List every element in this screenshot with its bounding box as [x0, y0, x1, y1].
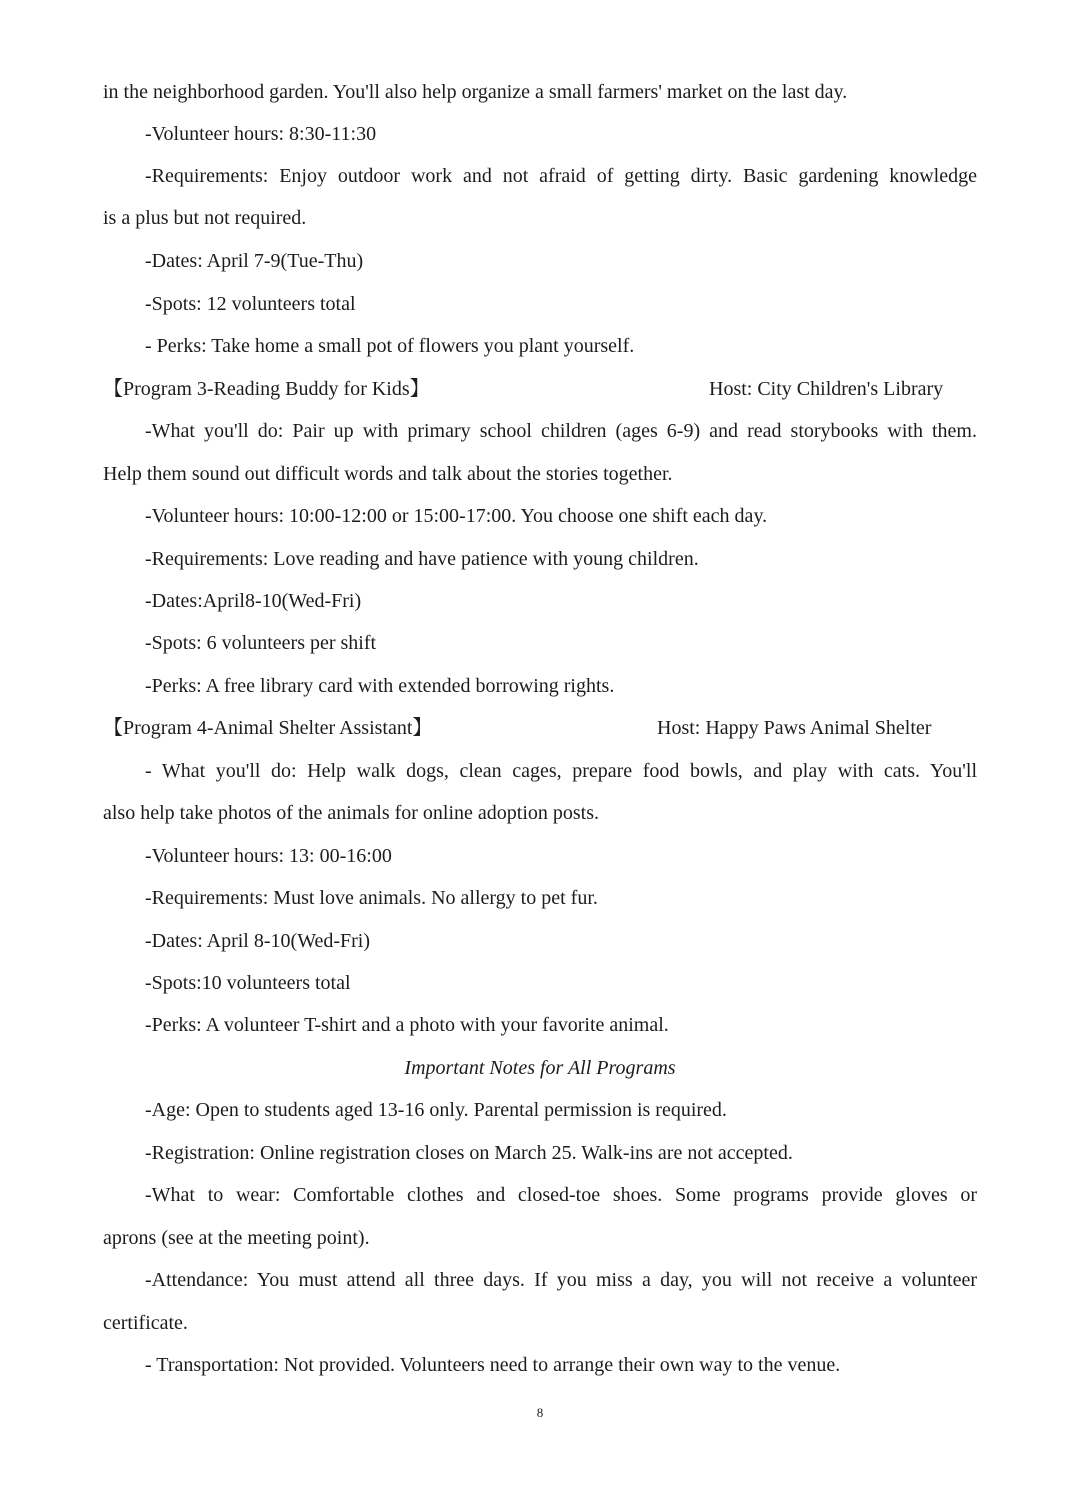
program4-hours: -Volunteer hours: 13: 00-16:00 — [145, 845, 392, 867]
program3-title: 【Program 3-Reading Buddy for Kids】 — [103, 378, 430, 400]
program3-heading — [103, 375, 977, 403]
program4-dates: -Dates: April 8-10(Wed-Fri) — [145, 930, 370, 952]
program4-perks: -Perks: A volunteer T-shirt and a photo with your favorite animal. — [145, 1014, 669, 1036]
program3-spots: -Spots: 6 volunteers per shift — [145, 632, 377, 654]
program2-requirements-line1: -Requirements: Enjoy outdoor work and not afraid of getting dirty. Basic gardening knowledge — [145, 165, 977, 187]
program3-requirements: -Requirements: Love reading and have patience with young children. — [145, 548, 699, 570]
program4-what-line2: also help take photos of the animals for online adoption posts. — [103, 802, 600, 824]
notes-attendance-line2: certificate. — [103, 1312, 188, 1334]
program2-perks: - Perks: Take home a small pot of flowers you plant yourself. — [145, 335, 635, 357]
program3-dates: -Dates:April8-10(Wed-Fri) — [145, 590, 362, 612]
notes-age: -Age: Open to students aged 13-16 only. Parental permission is required. — [145, 1099, 727, 1121]
program2-dates: -Dates: April 7-9(Tue-Thu) — [145, 250, 364, 272]
program4-spots: -Spots:10 volunteers total — [145, 972, 351, 994]
program3-host: Host: City Children's Library — [709, 378, 944, 400]
program2-hours: -Volunteer hours: 8:30-11:30 — [145, 123, 377, 145]
program4-what-line1: - What you'll do: Help walk dogs, clean cages, prepare food bowls, and play with cats. You'll — [145, 760, 977, 782]
page-number: 8 — [536, 1405, 544, 1420]
notes-transportation: - Transportation: Not provided. Volunteers need to arrange their own way to the venue. — [145, 1354, 841, 1376]
notes-attendance-line1: -Attendance: You must attend all three days. If you miss a day, you will not receive a volunteer — [145, 1269, 977, 1291]
program4-requirements: -Requirements: Must love animals. No allergy to pet fur. — [145, 887, 598, 909]
program2-description-tail: in the neighborhood garden. You'll also help organize a small farmers' market on the last day. — [103, 81, 848, 103]
program3-what-line1: -What you'll do: Pair up with primary school children (ages 6-9) and read storybooks with them. — [145, 420, 977, 442]
notes-heading: Important Notes for All Programs — [404, 1057, 676, 1079]
program4-heading — [103, 714, 977, 742]
program2-requirements-line2: is a plus but not required. — [103, 207, 307, 229]
program3-what-line2: Help them sound out difficult words and talk about the stories together. — [103, 463, 673, 485]
notes-wear-line2: aprons (see at the meeting point). — [103, 1227, 370, 1249]
program3-hours: -Volunteer hours: 10:00-12:00 or 15:00-17:00. You choose one shift each day. — [145, 505, 768, 527]
notes-registration: -Registration: Online registration closes on March 25. Walk-ins are not accepted. — [145, 1142, 793, 1164]
program2-spots: -Spots: 12 volunteers total — [145, 293, 356, 315]
program4-host: Host: Happy Paws Animal Shelter — [657, 717, 932, 739]
program3-perks: -Perks: A free library card with extended borrowing rights. — [145, 675, 615, 697]
notes-wear-line1: -What to wear: Comfortable clothes and closed-toe shoes. Some programs provide gloves or — [145, 1184, 977, 1206]
program4-title: 【Program 4-Animal Shelter Assistant】 — [103, 717, 433, 739]
